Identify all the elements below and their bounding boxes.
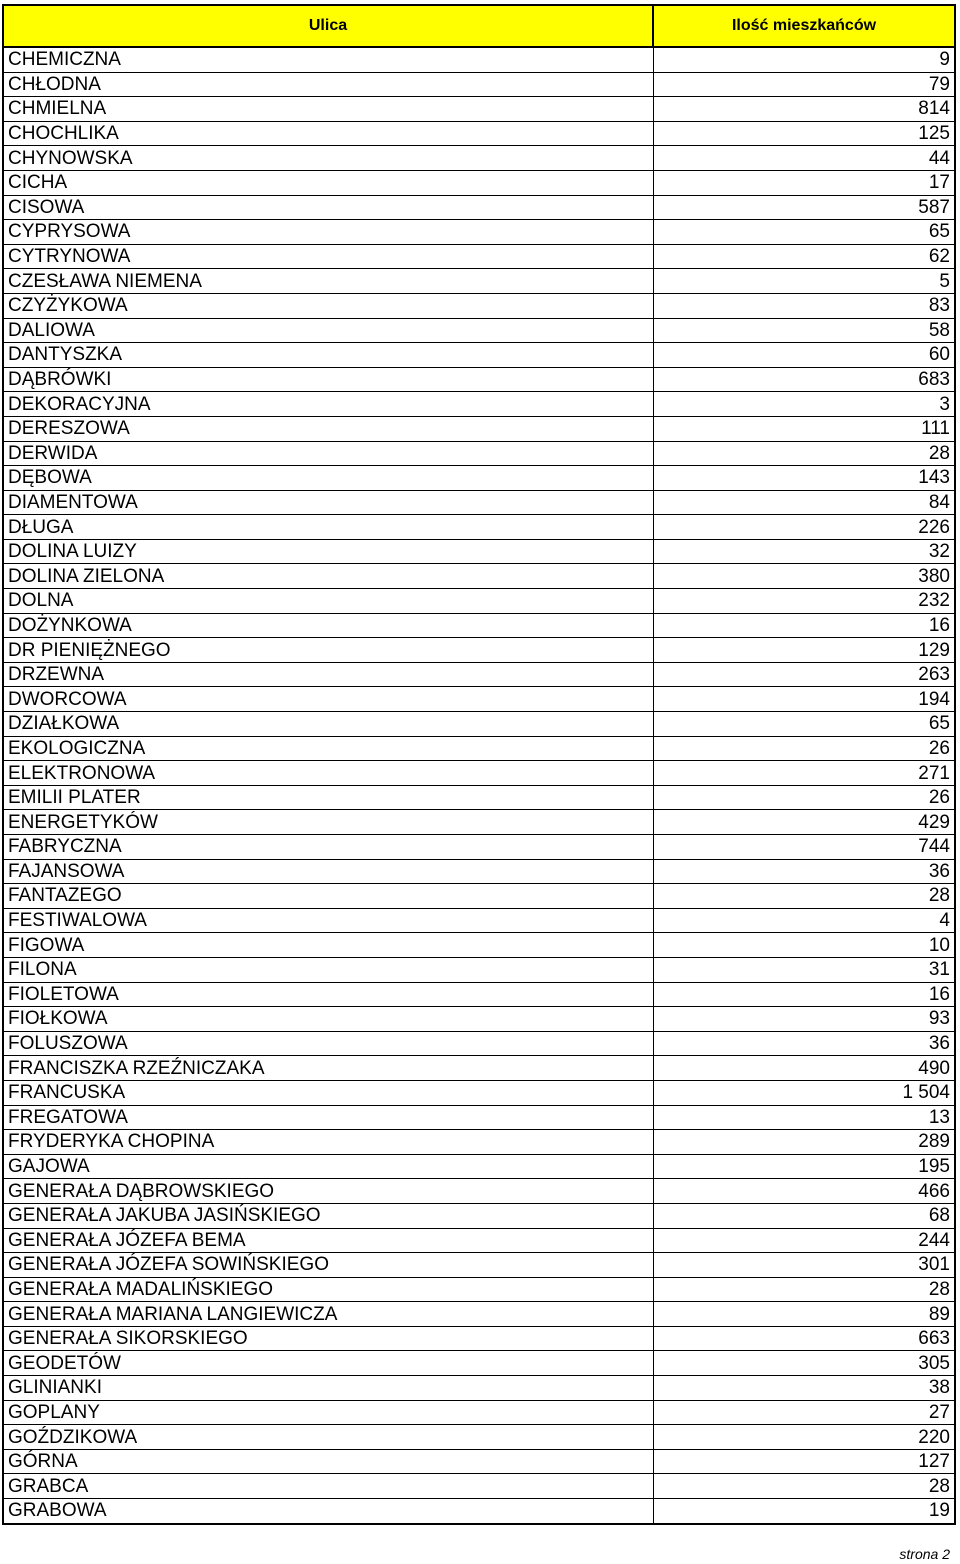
resident-count-cell: 127 <box>653 1449 955 1474</box>
resident-count-cell: 490 <box>653 1056 955 1081</box>
table-row <box>3 908 955 933</box>
table-row <box>3 859 955 884</box>
street-name-cell: GAJOWA <box>3 1154 653 1179</box>
resident-count-cell: 19 <box>653 1499 955 1524</box>
resident-count-cell: 83 <box>653 293 955 318</box>
resident-count-cell: 16 <box>653 613 955 638</box>
resident-count-cell: 683 <box>653 367 955 392</box>
table-row <box>3 638 955 663</box>
street-name-cell: CYTRYNOWA <box>3 244 653 269</box>
street-name-cell: FRANCISZKA RZEŹNICZAKA <box>3 1056 653 1081</box>
street-name-cell: GENERAŁA JAKUBA JASIŃSKIEGO <box>3 1203 653 1228</box>
resident-count-cell: 31 <box>653 957 955 982</box>
table-row <box>3 318 955 343</box>
table-row <box>3 72 955 97</box>
table-row <box>3 1425 955 1450</box>
resident-count-cell: 429 <box>653 810 955 835</box>
street-name-cell: CICHA <box>3 170 653 195</box>
resident-count-cell: 13 <box>653 1105 955 1130</box>
street-name-cell: DOLINA ZIELONA <box>3 564 653 589</box>
table-row <box>3 343 955 368</box>
header-row <box>3 5 955 47</box>
header-street: Ulica <box>3 5 653 47</box>
table-row <box>3 1056 955 1081</box>
table-row <box>3 1203 955 1228</box>
street-name-cell: CHOCHLIKA <box>3 121 653 146</box>
table-row <box>3 687 955 712</box>
resident-count-cell: 125 <box>653 121 955 146</box>
table-row <box>3 712 955 737</box>
table-row <box>3 1474 955 1499</box>
resident-count-cell: 65 <box>653 220 955 245</box>
resident-count-cell: 220 <box>653 1425 955 1450</box>
table-row <box>3 662 955 687</box>
street-name-cell: GRABCA <box>3 1474 653 1499</box>
resident-count-cell: 36 <box>653 859 955 884</box>
table-row <box>3 1105 955 1130</box>
resident-count-cell: 89 <box>653 1302 955 1327</box>
table-row <box>3 195 955 220</box>
street-name-cell: FIOLETOWA <box>3 982 653 1007</box>
street-name-cell: GOŹDZIKOWA <box>3 1425 653 1450</box>
street-name-cell: CZESŁAWA NIEMENA <box>3 269 653 294</box>
resident-count-cell: 65 <box>653 712 955 737</box>
resident-count-cell: 28 <box>653 1277 955 1302</box>
street-name-cell: GENERAŁA JÓZEFA BEMA <box>3 1228 653 1253</box>
table-row <box>3 47 955 72</box>
table-row <box>3 1179 955 1204</box>
street-name-cell: DALIOWA <box>3 318 653 343</box>
resident-count-cell: 744 <box>653 835 955 860</box>
table-row <box>3 416 955 441</box>
streets-table <box>2 4 956 1525</box>
resident-count-cell: 44 <box>653 146 955 171</box>
table-row <box>3 957 955 982</box>
header-residents: Ilość mieszkańców <box>653 5 955 47</box>
table-row <box>3 589 955 614</box>
resident-count-cell: 26 <box>653 736 955 761</box>
table-row <box>3 933 955 958</box>
resident-count-cell: 9 <box>653 47 955 72</box>
resident-count-cell: 271 <box>653 761 955 786</box>
resident-count-cell: 58 <box>653 318 955 343</box>
table-row <box>3 146 955 171</box>
resident-count-cell: 79 <box>653 72 955 97</box>
resident-count-cell: 111 <box>653 416 955 441</box>
table-row <box>3 367 955 392</box>
resident-count-cell: 28 <box>653 884 955 909</box>
street-name-cell: FANTAZEGO <box>3 884 653 909</box>
street-name-cell: GENERAŁA MARIANA LANGIEWICZA <box>3 1302 653 1327</box>
resident-count-cell: 129 <box>653 638 955 663</box>
street-name-cell: GENERAŁA SIKORSKIEGO <box>3 1326 653 1351</box>
resident-count-cell: 3 <box>653 392 955 417</box>
resident-count-cell: 1 504 <box>653 1080 955 1105</box>
table-row <box>3 490 955 515</box>
street-name-cell: CHYNOWSKA <box>3 146 653 171</box>
table-row <box>3 785 955 810</box>
resident-count-cell: 5 <box>653 269 955 294</box>
table-row <box>3 1400 955 1425</box>
street-name-cell: CYPRYSOWA <box>3 220 653 245</box>
street-name-cell: FIGOWA <box>3 933 653 958</box>
table-row <box>3 564 955 589</box>
table-row <box>3 1277 955 1302</box>
table-row <box>3 244 955 269</box>
street-name-cell: ELEKTRONOWA <box>3 761 653 786</box>
street-name-cell: DOŻYNKOWA <box>3 613 653 638</box>
street-name-cell: FAJANSOWA <box>3 859 653 884</box>
street-name-cell: CHŁODNA <box>3 72 653 97</box>
street-name-cell: DĄBRÓWKI <box>3 367 653 392</box>
street-name-cell: DR PIENIĘŻNEGO <box>3 638 653 663</box>
street-name-cell: GRABOWA <box>3 1499 653 1524</box>
resident-count-cell: 244 <box>653 1228 955 1253</box>
street-name-cell: GENERAŁA DĄBROWSKIEGO <box>3 1179 653 1204</box>
resident-count-cell: 587 <box>653 195 955 220</box>
table-row <box>3 1130 955 1155</box>
street-name-cell: GLINIANKI <box>3 1376 653 1401</box>
resident-count-cell: 38 <box>653 1376 955 1401</box>
resident-count-cell: 27 <box>653 1400 955 1425</box>
table-row <box>3 269 955 294</box>
resident-count-cell: 380 <box>653 564 955 589</box>
resident-count-cell: 4 <box>653 908 955 933</box>
resident-count-cell: 62 <box>653 244 955 269</box>
street-name-cell: FABRYCZNA <box>3 835 653 860</box>
street-name-cell: FRYDERYKA CHOPINA <box>3 1130 653 1155</box>
street-name-cell: FILONA <box>3 957 653 982</box>
resident-count-cell: 68 <box>653 1203 955 1228</box>
street-name-cell: DŁUGA <box>3 515 653 540</box>
table-row <box>3 170 955 195</box>
resident-count-cell: 60 <box>653 343 955 368</box>
street-name-cell: GENERAŁA JÓZEFA SOWIŃSKIEGO <box>3 1253 653 1278</box>
resident-count-cell: 32 <box>653 539 955 564</box>
street-name-cell: FREGATOWA <box>3 1105 653 1130</box>
resident-count-cell: 26 <box>653 785 955 810</box>
street-name-cell: GEODETÓW <box>3 1351 653 1376</box>
table-body <box>3 47 955 1524</box>
table-row <box>3 810 955 835</box>
table-row <box>3 515 955 540</box>
table-row <box>3 1326 955 1351</box>
table-row <box>3 884 955 909</box>
resident-count-cell: 814 <box>653 97 955 122</box>
resident-count-cell: 28 <box>653 1474 955 1499</box>
resident-count-cell: 263 <box>653 662 955 687</box>
table-row <box>3 97 955 122</box>
street-name-cell: DIAMENTOWA <box>3 490 653 515</box>
table-row <box>3 1080 955 1105</box>
table-row <box>3 1351 955 1376</box>
resident-count-cell: 305 <box>653 1351 955 1376</box>
street-name-cell: DEKORACYJNA <box>3 392 653 417</box>
street-name-cell: DZIAŁKOWA <box>3 712 653 737</box>
street-name-cell: FESTIWALOWA <box>3 908 653 933</box>
resident-count-cell: 16 <box>653 982 955 1007</box>
table-row <box>3 982 955 1007</box>
resident-count-cell: 195 <box>653 1154 955 1179</box>
table-row <box>3 1449 955 1474</box>
table-row <box>3 1253 955 1278</box>
table-row <box>3 121 955 146</box>
streets-table-container <box>2 4 954 1525</box>
street-name-cell: DRZEWNA <box>3 662 653 687</box>
table-row <box>3 1499 955 1524</box>
table-row <box>3 1031 955 1056</box>
street-name-cell: CHEMICZNA <box>3 47 653 72</box>
table-row <box>3 613 955 638</box>
street-name-cell: GÓRNA <box>3 1449 653 1474</box>
table-row <box>3 1228 955 1253</box>
street-name-cell: CHMIELNA <box>3 97 653 122</box>
street-name-cell: DERWIDA <box>3 441 653 466</box>
table-row <box>3 761 955 786</box>
resident-count-cell: 143 <box>653 466 955 491</box>
table-row <box>3 392 955 417</box>
resident-count-cell: 36 <box>653 1031 955 1056</box>
street-name-cell: DERESZOWA <box>3 416 653 441</box>
street-name-cell: GOPLANY <box>3 1400 653 1425</box>
table-header <box>3 5 955 47</box>
table-row <box>3 1154 955 1179</box>
street-name-cell: EKOLOGICZNA <box>3 736 653 761</box>
table-row <box>3 539 955 564</box>
page-number: strona 2 <box>899 1546 950 1562</box>
resident-count-cell: 663 <box>653 1326 955 1351</box>
street-name-cell: DWORCOWA <box>3 687 653 712</box>
resident-count-cell: 28 <box>653 441 955 466</box>
table-row <box>3 1376 955 1401</box>
table-row <box>3 293 955 318</box>
street-name-cell: ENERGETYKÓW <box>3 810 653 835</box>
table-row <box>3 736 955 761</box>
resident-count-cell: 232 <box>653 589 955 614</box>
table-row <box>3 441 955 466</box>
street-name-cell: DOLNA <box>3 589 653 614</box>
table-row <box>3 220 955 245</box>
street-name-cell: GENERAŁA MADALIŃSKIEGO <box>3 1277 653 1302</box>
street-name-cell: DANTYSZKA <box>3 343 653 368</box>
street-name-cell: DOLINA LUIZY <box>3 539 653 564</box>
resident-count-cell: 93 <box>653 1007 955 1032</box>
street-name-cell: CISOWA <box>3 195 653 220</box>
street-name-cell: FIOŁKOWA <box>3 1007 653 1032</box>
table-row <box>3 466 955 491</box>
resident-count-cell: 226 <box>653 515 955 540</box>
street-name-cell: EMILII PLATER <box>3 785 653 810</box>
street-name-cell: CZYŻYKOWA <box>3 293 653 318</box>
resident-count-cell: 289 <box>653 1130 955 1155</box>
resident-count-cell: 10 <box>653 933 955 958</box>
street-name-cell: DĘBOWA <box>3 466 653 491</box>
street-name-cell: FRANCUSKA <box>3 1080 653 1105</box>
resident-count-cell: 84 <box>653 490 955 515</box>
resident-count-cell: 17 <box>653 170 955 195</box>
table-row <box>3 1302 955 1327</box>
table-row <box>3 1007 955 1032</box>
resident-count-cell: 194 <box>653 687 955 712</box>
resident-count-cell: 301 <box>653 1253 955 1278</box>
resident-count-cell: 466 <box>653 1179 955 1204</box>
street-name-cell: FOLUSZOWA <box>3 1031 653 1056</box>
table-row <box>3 835 955 860</box>
